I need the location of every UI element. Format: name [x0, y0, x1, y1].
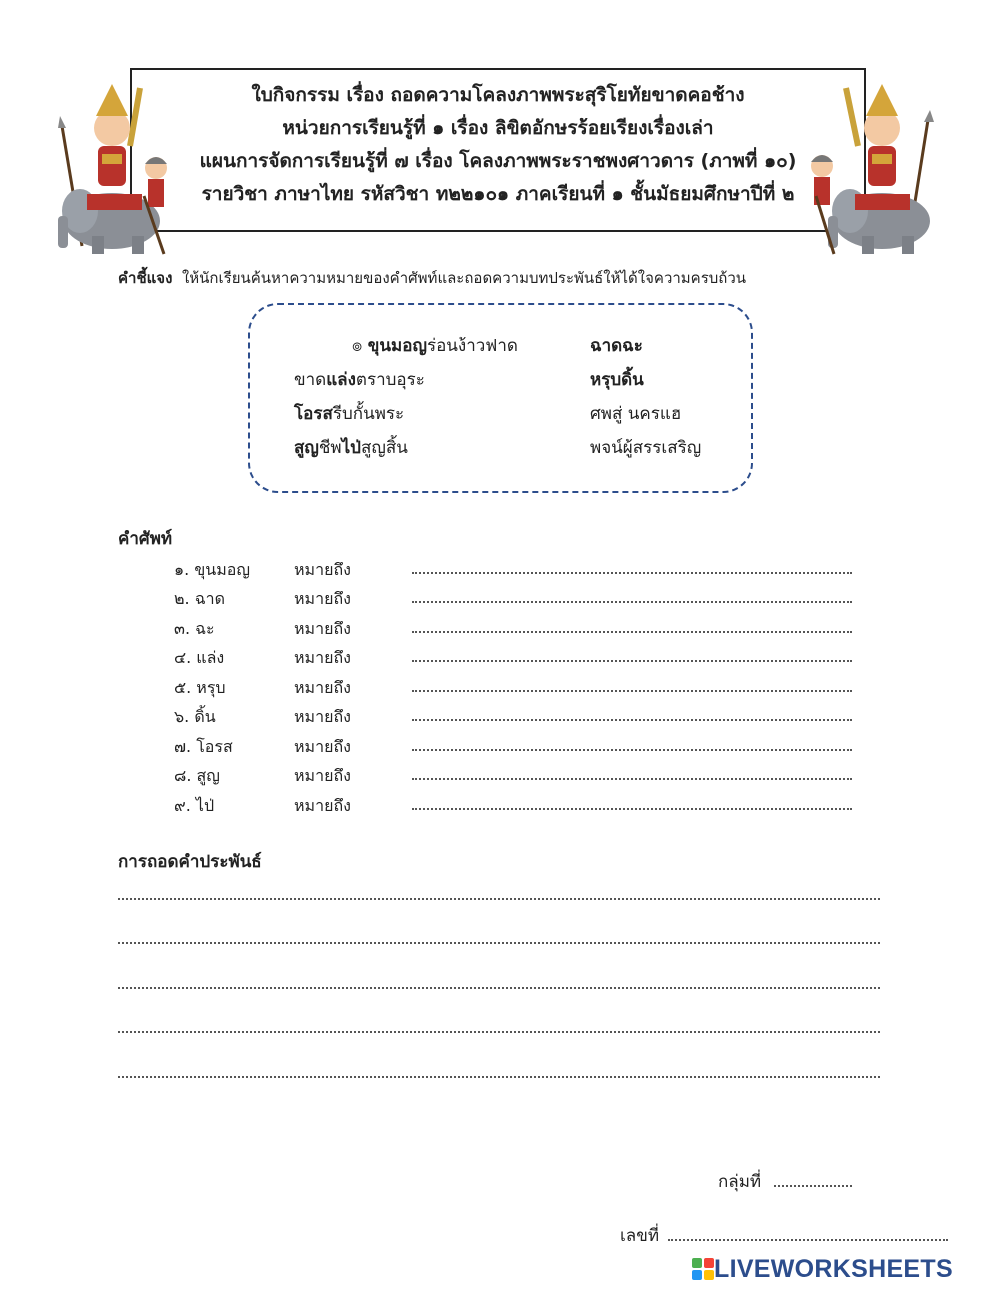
poem-keyword: ขุนมอญ — [367, 336, 427, 356]
vocab-term: ๕. หรุบ — [174, 678, 226, 697]
vocab-row — [174, 735, 854, 759]
vocab-means-label: หมายถึง — [294, 737, 351, 756]
translation-line-1[interactable] — [118, 898, 880, 900]
vocab-term: ๗. โอรส — [174, 737, 233, 756]
warrior-elephant-icon-right — [810, 76, 940, 256]
translation-line-4[interactable] — [118, 1031, 880, 1033]
poem-line-3b: ศพสู่ นครแฮ — [590, 404, 682, 424]
vocab-means-label: หมายถึง — [294, 796, 351, 815]
liveworksheets-logo-icon — [692, 1258, 714, 1280]
header-box — [130, 68, 866, 232]
poem-stanza-mark: ๏ — [352, 336, 368, 356]
vocab-row — [174, 646, 854, 670]
vocab-means-label: หมายถึง — [294, 707, 351, 726]
header-line-4: รายวิชา ภาษาไทย รหัสวิชา ท๒๒๑๐๑ ภาคเรียนที่ ๑ ชั้นมัธยมศึกษาปีที่ ๒ — [201, 183, 795, 205]
vocab-row — [174, 764, 854, 788]
poem-text: ชีพ — [318, 438, 342, 458]
poem-keyword: แล่ง — [326, 370, 356, 390]
translation-title: การถอดคำประพันธ์ — [118, 852, 262, 872]
vocab-term: ๙. ไป่ — [174, 796, 215, 815]
header-line-3: แผนการจัดการเรียนรู้ที่ ๗ เรื่อง โคลงภาพพระราชพงศาวดาร (ภาพที่ ๑๐) — [199, 150, 797, 172]
vocab-row — [174, 617, 854, 641]
poem-line-1a — [352, 335, 518, 357]
answer-field-9[interactable] — [412, 808, 852, 810]
answer-field-8[interactable] — [412, 778, 852, 780]
logo-text: LIVEWORKSHEETS — [714, 1254, 953, 1283]
instruction — [118, 266, 746, 290]
vocab-term: ๖. ดิ้น — [174, 707, 216, 726]
vocab-term: ๒. ฉาด — [174, 589, 225, 608]
liveworksheets-logo[interactable] — [692, 1254, 953, 1284]
vocab-term: ๓. ฉะ — [174, 619, 215, 638]
poem-text: ร่อนง้าวฟาด — [426, 336, 518, 356]
vocab-row — [174, 705, 854, 729]
header-line-2: หน่วยการเรียนรู้ที่ ๑ เรื่อง ลิขิตอักษรร้อยเรียงเรื่องเล่า — [282, 117, 714, 139]
vocab-row — [174, 587, 854, 611]
vocab-row — [174, 558, 854, 582]
vocab-title: คำศัพท์ — [118, 529, 173, 549]
answer-field-6[interactable] — [412, 719, 852, 721]
number-field[interactable] — [668, 1239, 948, 1241]
translation-line-5[interactable] — [118, 1076, 880, 1078]
poem-keyword: โอรส — [294, 404, 333, 424]
poem-text: ขาด — [294, 370, 327, 390]
answer-field-4[interactable] — [412, 660, 852, 662]
vocab-means-label: หมายถึง — [294, 619, 351, 638]
answer-field-5[interactable] — [412, 690, 852, 692]
header-line-1: ใบกิจกรรม เรื่อง ถอดความโคลงภาพพระสุริโยทัยขาดคอช้าง — [251, 84, 745, 106]
group-field[interactable] — [774, 1185, 852, 1187]
vocab-means-label: หมายถึง — [294, 560, 351, 579]
translation-line-3[interactable] — [118, 987, 880, 989]
poem-line-2a — [294, 369, 425, 391]
answer-field-3[interactable] — [412, 631, 852, 633]
poem-line-2b: หรุบดิ้น — [590, 370, 644, 390]
number-label: เลขที่ — [620, 1226, 660, 1246]
translation-line-2[interactable] — [118, 942, 880, 944]
vocab-term: ๑. ขุนมอญ — [174, 560, 250, 579]
vocab-means-label: หมายถึง — [294, 589, 351, 608]
poem-line-3a — [294, 403, 404, 425]
vocab-means-label: หมายถึง — [294, 766, 351, 785]
poem-keyword: ไป่ — [341, 438, 361, 458]
vocab-means-label: หมายถึง — [294, 648, 351, 667]
instruction-label: คำชี้แจง — [118, 269, 173, 287]
answer-field-2[interactable] — [412, 601, 852, 603]
vocab-row — [174, 794, 854, 818]
poem-line-1b: ฉาดฉะ — [590, 336, 643, 356]
answer-field-1[interactable] — [412, 572, 852, 574]
poem-text: สูญสิ้น — [360, 438, 408, 458]
instruction-text: ให้นักเรียนค้นหาความหมายของคำศัพท์และถอดความบทประพันธ์ให้ได้ใจความครบถ้วน — [181, 269, 747, 287]
vocab-row — [174, 676, 854, 700]
group-label: กลุ่มที่ — [718, 1172, 762, 1192]
answer-field-7[interactable] — [412, 749, 852, 751]
poem-text: รีบกั้นพระ — [332, 404, 405, 424]
vocab-term: ๘. สูญ — [174, 766, 220, 785]
poem-keyword: สูญ — [294, 438, 319, 458]
poem-line-4b: พจน์ผู้สรรเสริญ — [590, 438, 702, 458]
poem-line-4a — [294, 437, 408, 459]
poem-box — [248, 303, 753, 493]
vocab-term: ๔. แล่ง — [174, 648, 225, 667]
poem-text: ตราบอุระ — [355, 370, 425, 390]
warrior-elephant-icon-left — [52, 76, 170, 256]
vocab-means-label: หมายถึง — [294, 678, 351, 697]
